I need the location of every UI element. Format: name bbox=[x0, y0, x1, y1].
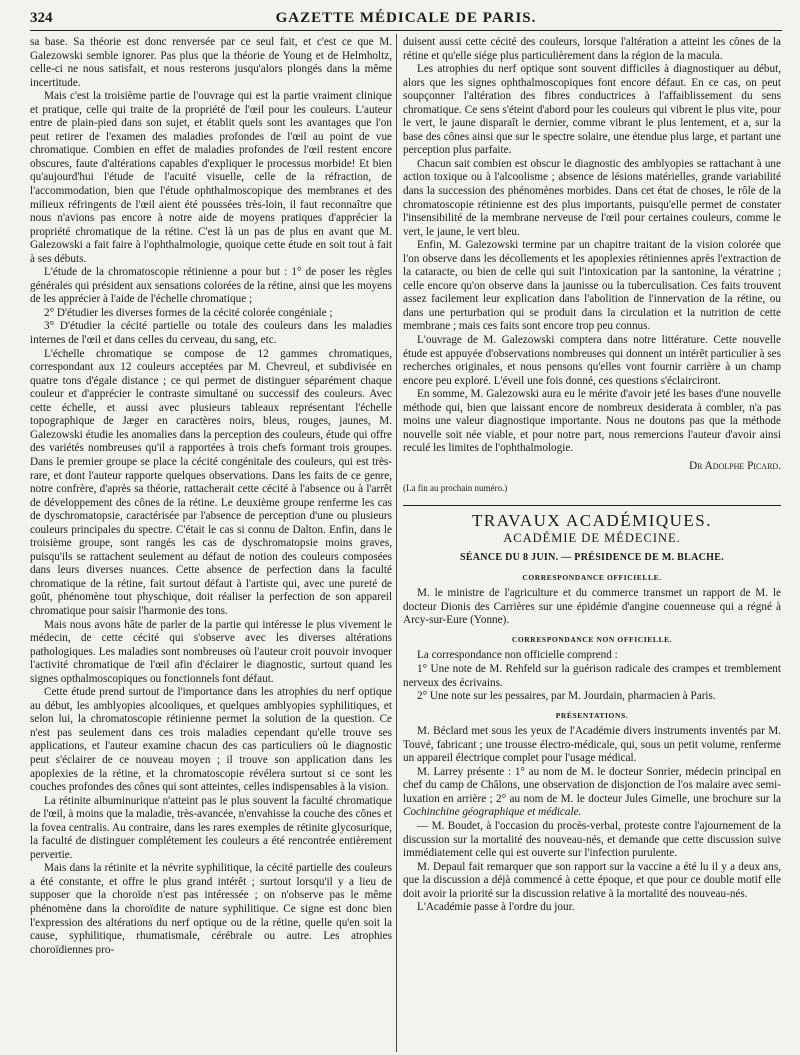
academy-title: ACADÉMIE DE MÉDECINE. bbox=[503, 530, 681, 545]
continuation-note: (La fin au prochain numéro.) bbox=[403, 482, 508, 493]
presentation-boudet: — M. Boudet, à l'occasion du procès-verbal, proteste contre l'ajournement de la discussion sur la mortalité des nouveau-nés, et demande que cette discussion suive immédiatement celle qui est ouverte sur l'infection purulente. bbox=[403, 819, 781, 860]
left-column bbox=[30, 36, 392, 1051]
paragraph: La rétinite albuminurique n'atteint pas le plus souvent la faculté chromatique de l'œil, à moins que la maladie, très-avancée, n'envahisse la couche des cônes et la fovea centralis. Au contraire, dans les rares exemples de rétinite glycosurique, la faculté de distinguer complétement les couleurs a été rencontrée entièrement pervertie. bbox=[30, 794, 392, 861]
paragraph: Chacun sait combien est obscur le diagnostic des amblyopies se rattachant à une action toxique ou à l'alcoolisme ; absence de lésions matérielles, grande variabilité dans la succession des phénomènes morbides. Dans cet état de choses, le rôle de la chromatoscopie rétinienne est des plus importants, puisqu'elle permet de constater l'insensibilité de la membrane nerveuse de l'œil pour certaines couleurs, comme le vert, le jaune, le vert bleu. bbox=[403, 157, 781, 238]
paragraph: En somme, M. Galezowski aura eu le mérite d'avoir jeté les bases d'une nouvelle méthode qui, bien que laissant encore de nombreux desiderata à combler, n'a pas moins une valeur diagnostique importante. Nous ne doutons pas que la méthode nouvelle soit née viable, et pour notre part, nous remercions l'auteur d'avoir ainsi reculé les limites de l'ophthalmologie. bbox=[403, 388, 781, 455]
closing-line: L'Académie passe à l'ordre du jour. bbox=[417, 901, 575, 914]
presentation-larrey-text: M. Larrey présente : 1° au nom de M. le docteur Sonrier, médecin principal en chef du camp de Châlons, une observation de disjonction de l'os malaire avec semi-luxation en arrière ; 2° au nom de M. le docteur Jules Gimelle, une brochure sur la bbox=[403, 765, 781, 805]
right-column bbox=[403, 36, 781, 1051]
paragraph: duisent aussi cette cécité des couleurs, lorsque l'altération a atteint les cônes de la rétine et qu'elle siége plus particulièrement dans la région de la macula. bbox=[403, 36, 781, 62]
presentation-larrey bbox=[403, 766, 781, 820]
nonofficial-intro: La correspondance non officielle comprend : bbox=[417, 649, 618, 662]
paragraph: Enfin, M. Galezowski termine par un chapitre traitant de la vision colorée que l'on observe dans les décollements et les apoplexies rétiniennes après l'extraction de la cataracte, ou bien de celle qui suit l'intoxication par la santonine, la vératrine ; celle encore qu'on observe dans la jaunisse ou la tuberculisation. Ces faits trouvent assez facilement leur explication dans l'abolition de l'innervation de la rétine, ou dans une perturbation qui se produit dans la circulation et la nutrition de cette membrane ; mais ces faits sont encore trop peu connus. bbox=[403, 239, 781, 333]
section-title: TRAVAUX ACADÉMIQUES. bbox=[471, 511, 712, 531]
brochure-title: Cochinchine géographique et médicale. bbox=[403, 806, 582, 819]
presentation-depaul: M. Depaul fait remarquer que son rapport sur la vaccine a été lu il y a deux ans, que la discussion a déjà commencé à cette époque, et que pour ce double motif elle doit avoir la priorité sur la discussion relative à la mortalité des nouveau-nés. bbox=[403, 860, 781, 900]
paragraph: Mais dans la rétinite et la névrite syphilitique, la cécité partielle des couleurs a été constante, et offre le plus grand intérêt ; surtout lorsqu'il y a lieu de supposer que la choroïde n'est pas intéressée ; on n'observe pas le même phénomène dans la choroïdite de nature syphilitique. Ce signe est donc bien l'expression des altérations du nerf optique ou de la rétine, quelle qu'en soit la cause, syphilitique, rhumatismale, cérébrale ou autre. Les atrophies choroïdiennes pro- bbox=[30, 862, 392, 956]
paragraph: Mais c'est la troisième partie de l'ouvrage qui est la partie vraiment clinique et pratique, celle qui traite de la propriété de l'œil pour les couleurs. L'auteur entre de plain-pied dans son sujet, et établit quels sont les avantages que l'on peut retirer de l'examen des maladies profondes de l'œil au point de vue chromatique. Combien en effet de maladies profondes de l'œil restent encore obscures, faute d'altérations capables d'expliquer le processus morbide! Et bien qu'aujourd'hui l'étude de l'acuité visuelle, celle de la réfraction, de l'accommodation, bien que l'étude ophthalmoscopique des membranes et des milieux réfringents de l'œil aient été poussées très-loin, il faut reconnaître que nous n'avions pas encore à notre aide de moyens pratiques d'apprécier la propriété chromatique de la rétine. C'est là un pas de plus en avant que M. Galezowski a fait faire à l'ophthalmologie, quoique cette étude en soit tout à fait à ses débuts. bbox=[30, 90, 392, 265]
column-divider bbox=[396, 34, 397, 1052]
official-heading: CORRESPONDANCE OFFICIELLE. bbox=[522, 572, 662, 582]
section-rule bbox=[403, 505, 781, 506]
official-text: M. le ministre de l'agriculture et du commerce transmet un rapport de M. le docteur Dionis des Carrières sur une épidémie d'angine couenneuse qui a régné à Arcy-sur-Eure (Yonne). bbox=[403, 587, 781, 627]
nonofficial-item: 1° Une note de M. Rehfeld sur la guérison radicale des crampes et tremblement nerveux des écrivains. bbox=[403, 662, 781, 689]
nonofficial-item: 2° Une note sur les pessaires, par M. Jourdain, pharmacien à Paris. bbox=[417, 690, 716, 703]
page-number: 324 bbox=[30, 10, 53, 26]
paragraph: 2° D'étudier les diverses formes de la cécité colorée congéniale ; bbox=[44, 306, 333, 319]
paragraph: Mais nous avons hâte de parler de la partie qui intéresse le plus vivement le médecin, de cette cécité qui s'observe avec les diverses altérations pathologiques. Les maladies sont nombreuses où l'auteur croit pouvoir invoquer l'activité chromatique de l'œil afin d'éclairer le diagnostic, surtout quand les signes opthalmoscopiques ou fonctionnels font défaut. bbox=[30, 618, 392, 685]
nonofficial-heading: CORRESPONDANCE NON OFFICIELLE. bbox=[511, 634, 673, 644]
seance-line: SÉANCE DU 8 JUIN. — PRÉSIDENCE DE M. BLACHE. bbox=[459, 552, 725, 564]
paragraph: L'échelle chromatique se compose de 12 gammes chromatiques, correspondant aux 12 couleurs acceptées par M. Chevreul, et subdivisée en quatre tons d'égale distance ; ce qui permet de distinguer séparément chaque couleur et d'apprécier le contraste simultané ou successif des couleurs. Avec cette échelle, et aussi avec plusieurs tableaux représentant l'échelle topographique de Jæger en caractères noirs, bleus, rouges, jaunes, M. Galezowski étudie les anomalies dans la perception des couleurs, étude qui offre des variétés nombreuses qu'il a rapportées à trois chefs formant trois groupes. Dans le premier groupe se place la cécité congénitale des couleurs, qui est très-rare, et dont l'auteur rapporte quelques observations. Dans les faits de ce genre, notre confrère, d'après sa théorie, rattacherait cette cécité à l'absence ou à l'arrêt de développement des cônes de la rétine. Le deuxième groupe renferme les cas de dyschromatopsie, caractérisée par l'absence de perception d'une ou plusieurs couleurs principales du spectre. C'était le cas si connu de Dalton. Enfin, dans le troisième groupe, sont rangés les cas de dyschromatopsie moins graves, puisqu'ils se rattachent seulement au défaut de notion des couleurs composées dans leurs diverses nuances. Cette absence de perfection dans la faculté chromatique de la rétine, fait surtout défaut à l'artiste qui, avec une pureté de goût, phénomène tout physchique, doit réaliser la perfection de son appareil chromatique pour saisir l'harmonie des tons. bbox=[30, 347, 392, 617]
paragraph: sa base. Sa théorie est donc renversée par ce seul fait, et c'est ce que M. Galezowski semble ignorer. Pas plus que la théorie de Young et de Helmholtz, celle-ci ne nous satisfait, et nous resterons jusqu'alors plongés dans la même incertitude. bbox=[30, 36, 392, 89]
presentation-beclard: M. Béclard met sous les yeux de l'Académie divers instruments inventés par M. Touvé, fabricant ; une trousse électro-médicale, qui, sous un petit volume, renferme un appareil électrique complet pour l'usage médical. bbox=[403, 725, 781, 765]
presentations-heading: PRÉSENTATIONS. bbox=[555, 710, 629, 720]
journal-title: GAZETTE MÉDICALE DE PARIS. bbox=[275, 10, 537, 26]
paragraph: L'étude de la chromatoscopie rétinienne a pour but : 1° de poser les règles générales qui président aux sensations colorées de la rétine, ainsi que les moyens de les apprécier à l'aide de l'échelle chromatique ; bbox=[30, 266, 392, 306]
author-signature: Dr Adolphe Picard. bbox=[689, 459, 781, 472]
paragraph: L'ouvrage de M. Galezowski comptera dans notre littérature. Cette nouvelle étude est appuyée d'observations nombreuses qui donnent un intérêt particulier à ses recherches originales, et nous pensons qu'elles vont fournir carrière à un champ encore peu exploré. L'éveil une fois donné, ces questions s'éclairciront. bbox=[403, 334, 781, 387]
page-header bbox=[30, 8, 782, 31]
paragraph: Les atrophies du nerf optique sont souvent difficiles à diagnostiquer au début, alors que les signes ophthalmoscopiques font encore défaut. En ce cas, on peut soupçonner l'altération des fibres conductrices à l'affaiblissement du sens chromatique. Ce sens s'éteint d'abord pour les couleurs qui vibrent le plus vite, pour le vert, le jaune disparaît le dernier, comme vibrant le plus lentement, et a, sur la base des cônes ainsi que sur le spectre solaire, une étendue plus large, et partant une perception plus parfaite. bbox=[403, 63, 781, 157]
paragraph: Cette étude prend surtout de l'importance dans les atrophies du nerf optique au début, les amblyopies alcooliques, et quelques amblyopies syphilitiques, et selon lui, la chromatoscopie rétinienne permet la solution de la question. Ce n'est pas seulement dans ces trois maladies cependant qu'elle trouve ses applications, et l'auteur examine chacun des cas particuliers où le diagnostic peut s'éclairer de ce nouveau moyen ; il trouve son application dans les apoplexies de la rétine, et la chromatoscopie révélera surtout si ce sont les couches profondes des cônes qui sont atteintes, celles indispensables à la vision. bbox=[30, 686, 392, 794]
paragraph: 3° D'étudier la cécité partielle ou totale des couleurs dans les maladies internes de l'œil et dans celles du cerveau, du sang, etc. bbox=[30, 320, 392, 347]
